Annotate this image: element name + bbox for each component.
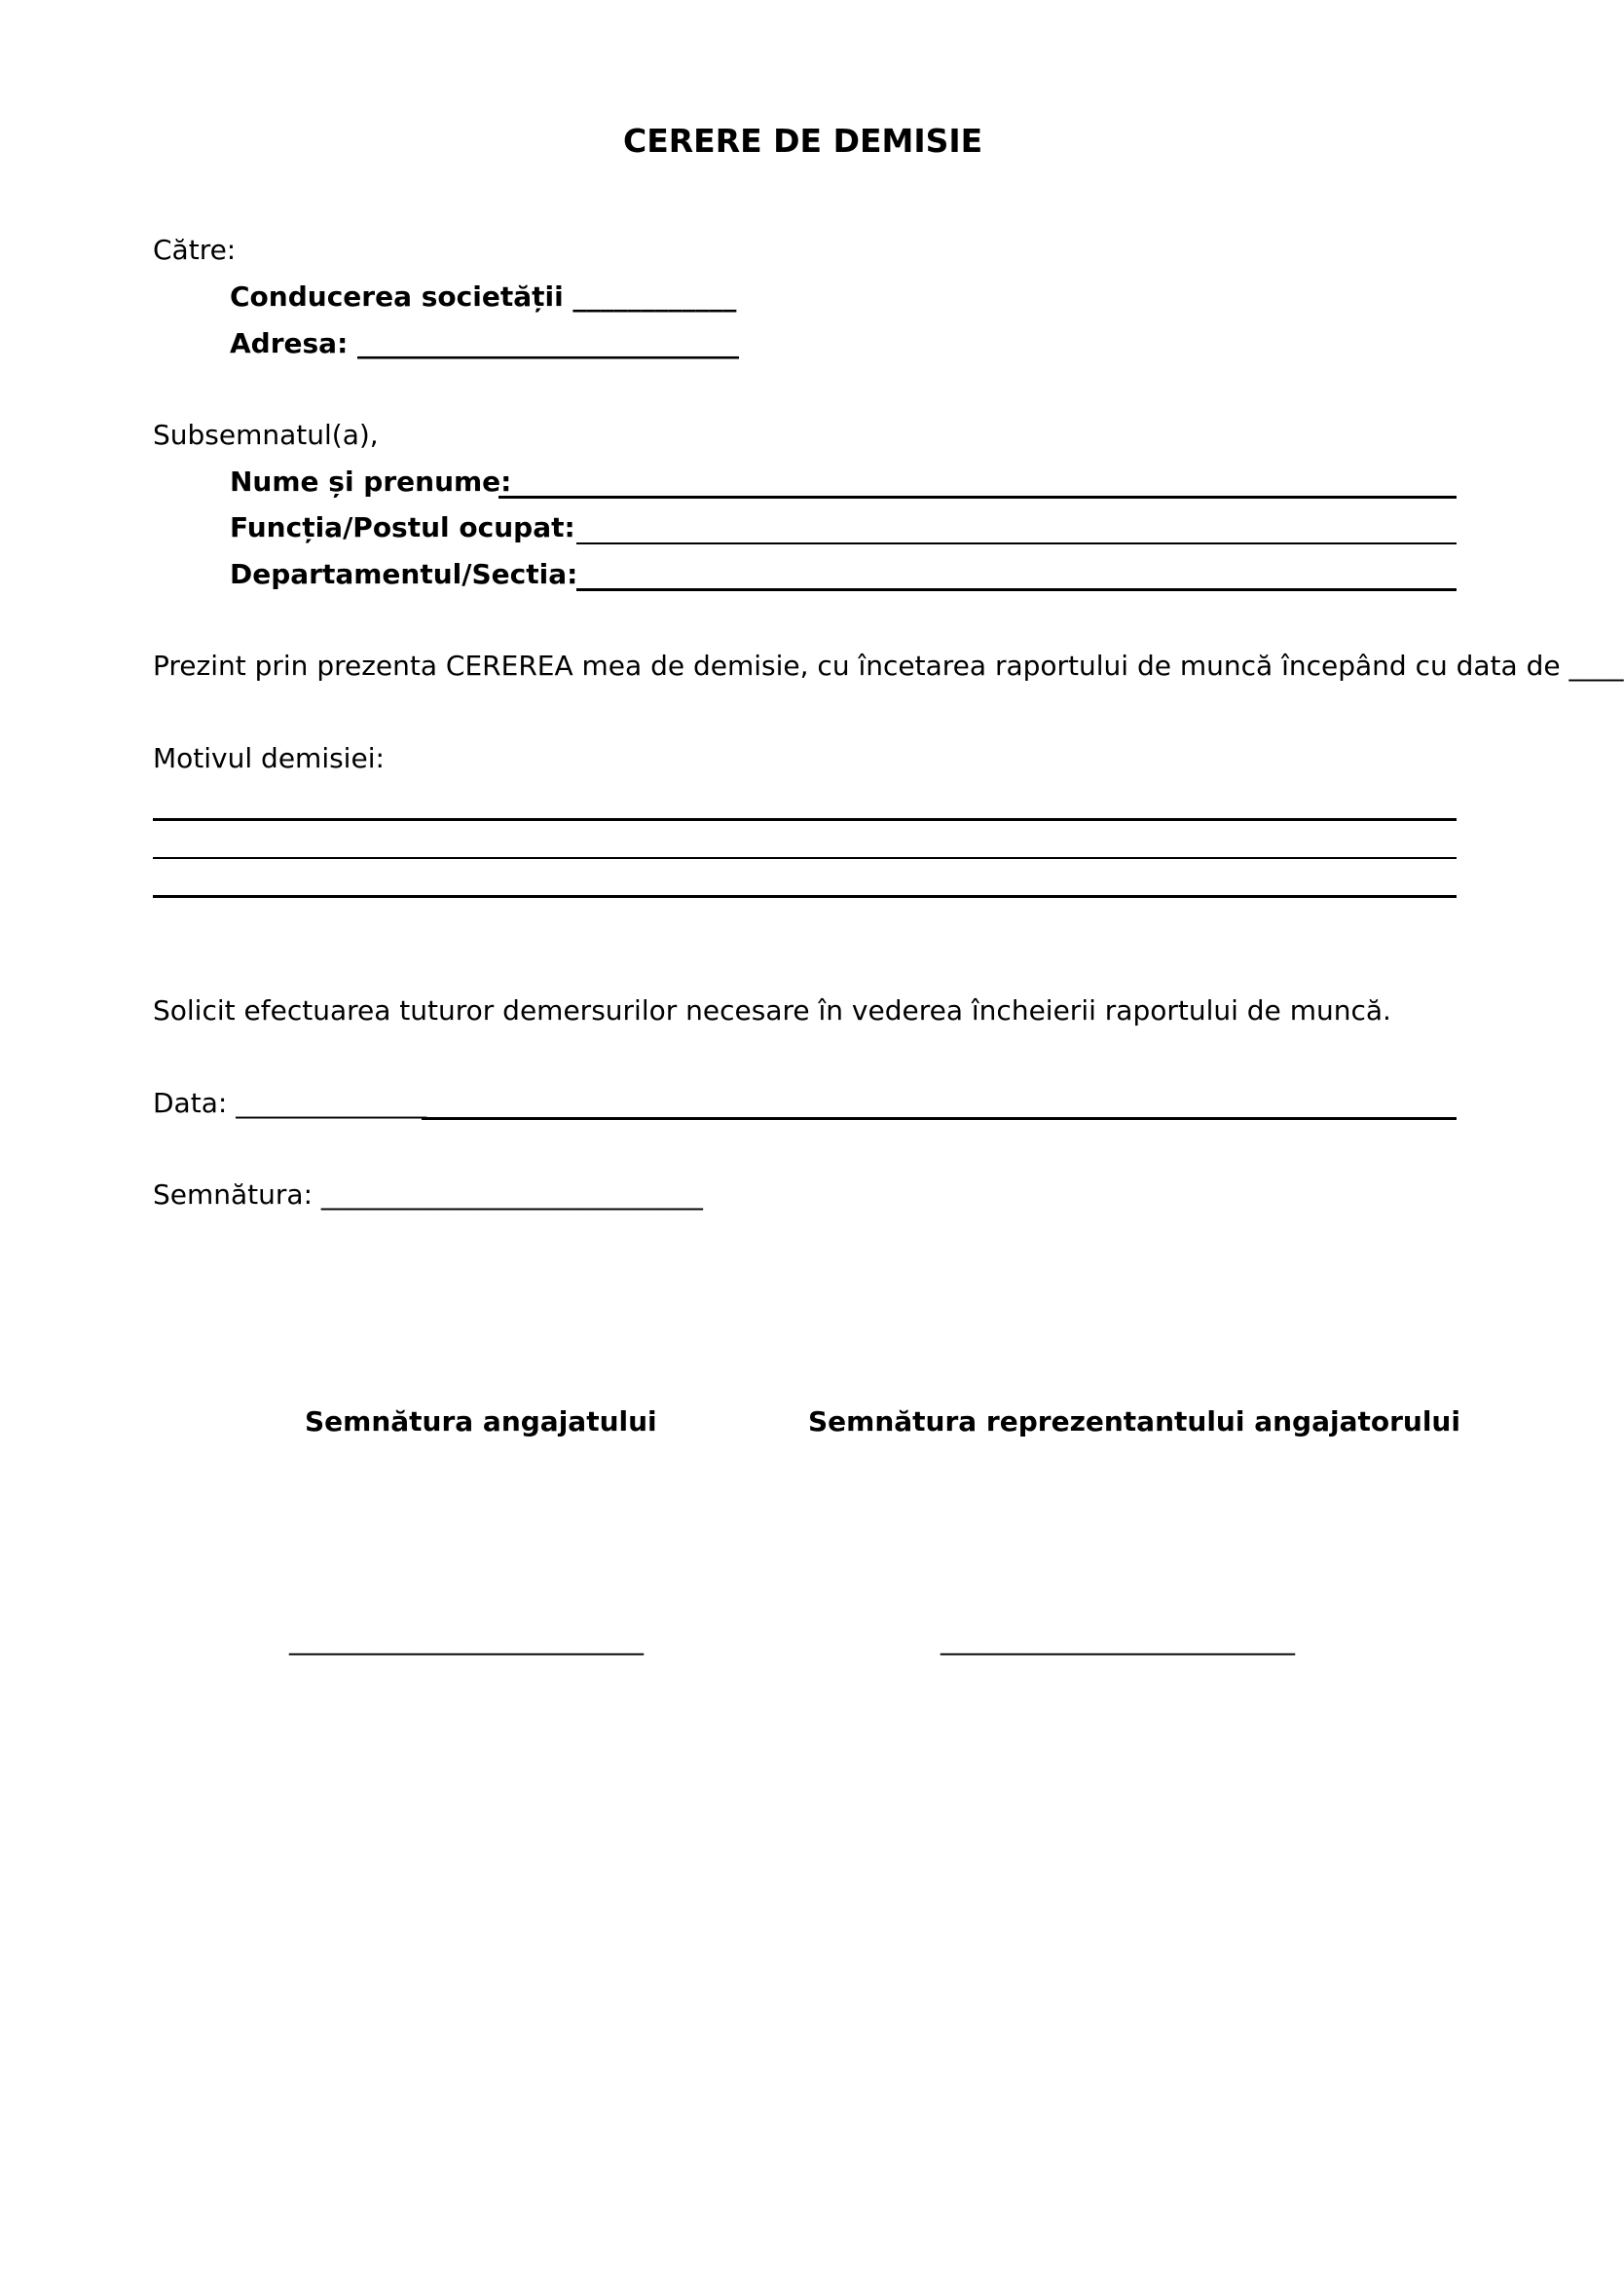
statement-body: Prezint prin prezenta CEREREA mea de demisie, cu încetarea raportului de muncă începând cu data de [153,650,1561,682]
signature-label-text: Semnătura: [153,1178,314,1211]
position-label: Funcția/Postul ocupat: [230,511,575,543]
statement-date-blank[interactable]: ____ [1569,650,1624,682]
company-label [230,280,737,313]
employee-signature-line[interactable]: __________________________ [289,1624,644,1656]
company-blank[interactable]: ____________ [572,280,737,313]
statement-text [153,650,1624,682]
date-label [153,1087,427,1119]
name-label: Nume și prenume: [230,466,512,498]
date-label-text: Data: [153,1087,228,1119]
employer-signature-heading: Semnătura reprezentantului angajatorului [808,1405,1460,1438]
date-line[interactable] [422,1117,1457,1120]
employer-signature-line[interactable]: __________________________ [941,1624,1295,1656]
address-blank[interactable]: ____________________________ [357,327,740,359]
reason-line-2[interactable] [153,857,1457,859]
reason-line-1[interactable] [153,818,1457,821]
company-label-text: Conducerea societății [230,280,564,313]
department-label: Departamentul/Sectia: [230,558,578,590]
date-blank[interactable]: ______________ [236,1087,427,1119]
address-label [230,327,740,359]
employee-signature-heading: Semnătura angajatului [305,1405,657,1438]
document-title: CERERE DE DEMISIE [623,122,983,160]
reason-line-3[interactable] [153,895,1457,898]
signature-label [153,1178,703,1211]
position-line[interactable] [576,542,1457,544]
to-label: Către: [153,234,237,266]
request-text: Solicit efectuarea tuturor demersurilor necesare în vederea încheierii raportului de muncă. [153,994,1391,1027]
signature-blank[interactable]: ____________________________ [320,1178,703,1211]
reason-label: Motivul demisiei: [153,742,385,774]
department-line[interactable] [576,588,1457,591]
name-line[interactable] [498,496,1457,499]
address-label-text: Adresa: [230,327,349,359]
undersigned-text: Subsemnatul(a), [153,419,379,451]
